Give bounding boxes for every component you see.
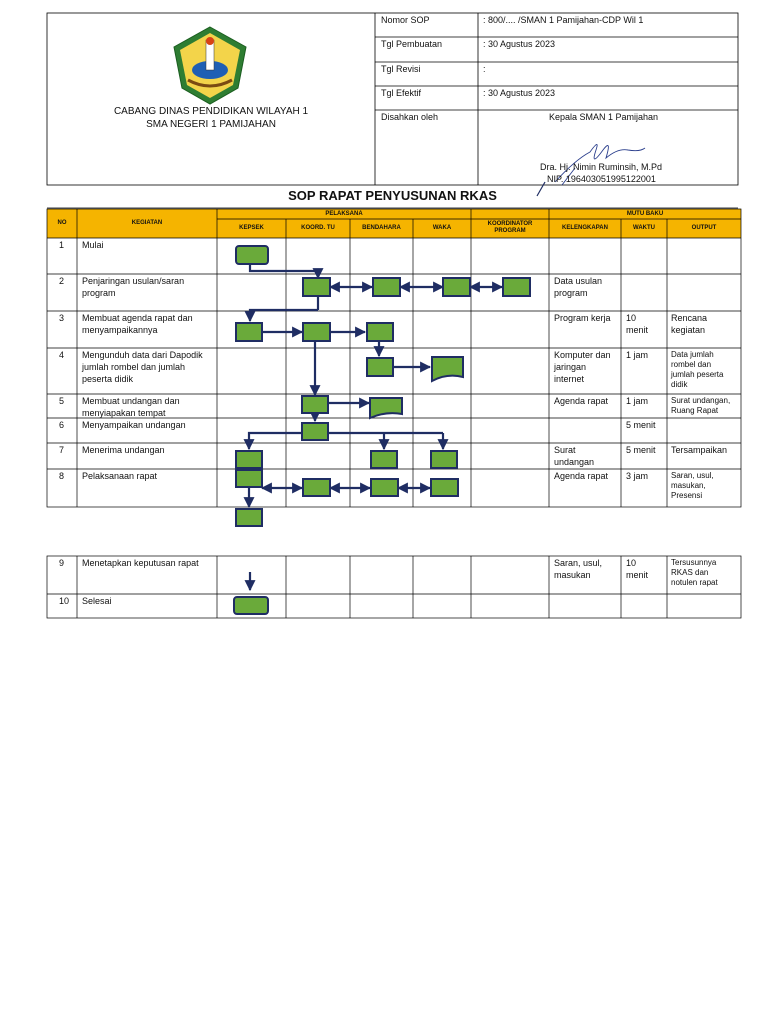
row-number: 2 <box>59 276 65 286</box>
row-8-output: masukan, <box>671 481 706 490</box>
col-kepsek: KEPSEK <box>239 225 264 231</box>
row-4-output: Data jumlah <box>671 350 714 359</box>
row-4-kelengkapan: Komputer dan <box>554 350 611 360</box>
process-box <box>236 470 262 487</box>
row-5-output: Ruang Rapat <box>671 406 719 415</box>
process-box <box>431 451 457 468</box>
row-8-waktu: 3 jam <box>626 471 649 481</box>
row-4-output: jumlah peserta <box>671 370 724 379</box>
col-koordinator-2: PROGRAM <box>494 228 526 234</box>
row-6-waktu: 5 menit <box>626 420 656 430</box>
terminator-end <box>234 597 268 614</box>
row-number: 5 <box>59 396 65 406</box>
row-4-kelengkapan: internet <box>554 374 585 384</box>
process-box <box>303 479 330 496</box>
row-9-output: RKAS dan <box>671 568 709 577</box>
row-7-kelengkapan: Surat <box>554 445 576 455</box>
row-5-waktu: 1 jam <box>626 396 649 406</box>
row-9-kelengkapan: masukan <box>554 570 591 580</box>
row-7-waktu: 5 menit <box>626 445 656 455</box>
row-1-kegiatan: Mulai <box>82 240 104 250</box>
process-box <box>503 278 530 296</box>
meta-label-pembuatan: Tgl Pembuatan <box>381 39 443 49</box>
meta-value-revisi: : <box>483 64 486 74</box>
meta-value-efektif: : 30 Agustus 2023 <box>483 88 556 98</box>
meta-label-nomor: Nomor SOP <box>381 15 430 25</box>
row-number: 10 <box>59 596 70 606</box>
row-8-output: Saran, usul, <box>671 471 714 480</box>
row-7-output: Tersampaikan <box>671 445 728 455</box>
row-2-kelengkapan: Data usulan <box>554 276 603 286</box>
row-3-output: Rencana <box>671 313 708 323</box>
meta-label-disahkan: Disahkan oleh <box>381 112 439 122</box>
document-shape <box>432 357 463 381</box>
process-box <box>367 358 393 376</box>
signer-nip: NIP. 196403051995122001 <box>547 174 656 184</box>
row-number: 1 <box>59 240 65 250</box>
row-3-kegiatan: menyampaikannya <box>82 325 158 335</box>
row-4-kelengkapan: jaringan <box>554 362 587 372</box>
meta-value-nomor: : 800/.... /SMAN 1 Pamijahan-CDP Wil 1 <box>483 15 644 25</box>
process-box <box>236 509 262 526</box>
process-box <box>236 451 262 468</box>
row-3-kegiatan: Membuat agenda rapat dan <box>82 313 193 323</box>
row-number: 7 <box>59 445 65 455</box>
row-10-kegiatan: Selesai <box>82 596 112 606</box>
row-8-kegiatan: Pelaksanaan rapat <box>82 471 158 481</box>
row-number: 8 <box>59 471 65 481</box>
meta-value-pembuatan: : 30 Agustus 2023 <box>483 39 556 49</box>
signer-name: Dra. Hj. Nimin Ruminsih, M.Pd <box>540 162 663 172</box>
row-4-kegiatan: Mengunduh data dari Dapodik <box>82 350 203 360</box>
col-pelaksana: PELAKSANA <box>325 211 363 217</box>
row-2-kegiatan: Penjaringan usulan/saran <box>82 276 185 286</box>
meta-label-efektif: Tgl Efektif <box>381 88 422 98</box>
process-box <box>371 451 397 468</box>
row-5-kelengkapan: Agenda rapat <box>554 396 609 406</box>
row-5-output: Surat undangan, <box>671 396 731 405</box>
col-kegiatan: KEGIATAN <box>131 220 163 226</box>
document-shape <box>370 398 402 418</box>
row-8-output: Presensi <box>671 491 703 500</box>
flow-shapes <box>234 246 530 614</box>
row-8-kelengkapan: Agenda rapat <box>554 471 609 481</box>
row-number: 9 <box>59 558 65 568</box>
col-waktu: WAKTU <box>633 225 655 231</box>
row-4-kegiatan: peserta didik <box>82 374 134 384</box>
col-koord-tu: KOORD. TU <box>301 225 335 231</box>
row-3-waktu: 10 <box>626 313 637 323</box>
row-number: 6 <box>59 420 65 430</box>
row-4-waktu: 1 jam <box>626 350 649 360</box>
row-4-kegiatan: jumlah rombel dan jumlah <box>82 362 186 372</box>
process-box <box>302 423 328 440</box>
row-number: 3 <box>59 313 65 323</box>
col-output: OUTPUT <box>691 225 717 231</box>
process-box <box>443 278 470 296</box>
row-7-kelengkapan: undangan <box>554 457 595 467</box>
row-5-kegiatan: Membuat undangan dan <box>82 396 180 406</box>
sop-title: SOP RAPAT PENYUSUNAN RKAS <box>288 188 497 203</box>
col-bendahara: BENDAHARA <box>362 225 401 231</box>
process-box <box>367 323 393 341</box>
col-no: NO <box>57 220 67 226</box>
flow-connectors <box>249 264 502 590</box>
row-9-waktu: menit <box>626 570 649 580</box>
meta-label-revisi: Tgl Revisi <box>381 64 421 74</box>
process-box <box>373 278 400 296</box>
col-waka: WAKA <box>432 225 452 231</box>
row-9-kegiatan: Menetapkan keputusan rapat <box>82 558 199 568</box>
process-box <box>431 479 458 496</box>
row-7-kegiatan: Menerima undangan <box>82 445 165 455</box>
col-kelengkapan: KELENGKAPAN <box>562 225 608 231</box>
meta-value-disahkan: Kepala SMAN 1 Pamijahan <box>549 112 659 122</box>
institution-line-1: CABANG DINAS PENDIDIKAN WILAYAH 1 <box>113 106 309 117</box>
process-box <box>236 323 262 341</box>
row-2-kegiatan: program <box>82 288 116 298</box>
process-box <box>303 323 330 341</box>
row-number: 4 <box>59 350 65 360</box>
row-3-kelengkapan: Program kerja <box>554 313 611 323</box>
row-3-waktu: menit <box>626 325 649 335</box>
process-box <box>302 396 328 413</box>
row-5-kegiatan: menyiapakan tempat <box>82 408 166 418</box>
col-mutu-baku: MUTU BAKU <box>626 211 664 217</box>
row-9-kelengkapan: Saran, usul, <box>554 558 603 568</box>
row-6-kegiatan: Menyampaikan undangan <box>82 420 186 430</box>
row-9-output: Tersusunnya <box>671 558 717 567</box>
row-9-waktu: 10 <box>626 558 637 568</box>
row-9-output: notulen rapat <box>671 578 718 587</box>
row-4-output: rombel dan <box>671 360 712 369</box>
row-3-output: kegiatan <box>671 325 706 335</box>
institution-line-2: SMA NEGERI 1 PAMIJAHAN <box>146 119 276 130</box>
row-2-kelengkapan: program <box>554 288 588 298</box>
process-box <box>371 479 398 496</box>
terminator-start <box>236 246 268 264</box>
col-koordinator-1: KOORDINATOR <box>487 221 533 227</box>
row-4-output: didik <box>671 380 688 389</box>
school-logo <box>174 27 246 104</box>
process-box <box>303 278 330 296</box>
